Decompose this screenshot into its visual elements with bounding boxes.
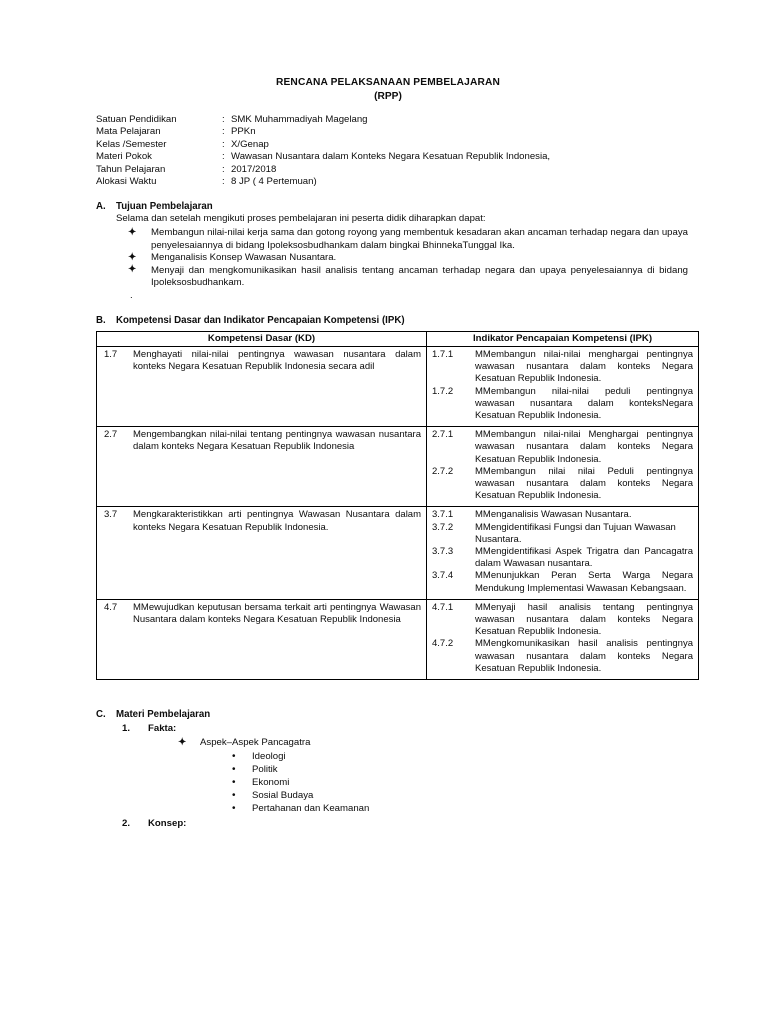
stray-period-mark: . bbox=[130, 290, 133, 301]
metadata-colon: : bbox=[222, 138, 225, 150]
section-materi-pembelajaran bbox=[96, 708, 688, 831]
list-item bbox=[230, 802, 688, 815]
ipk-number: 1.7.2 bbox=[432, 385, 454, 397]
ipk-text: MMenyaji hasil analisis tentang pentingnya wawasan nusantara dalam konteks Negara Kesatuan Republik Indonesia. bbox=[475, 601, 693, 638]
metadata-row bbox=[96, 176, 688, 188]
kd-number: 3.7 bbox=[104, 509, 118, 521]
metadata-colon: : bbox=[222, 163, 225, 175]
column-header-kd: Kompetensi Dasar (KD) bbox=[97, 332, 427, 347]
ipk-number: 4.7.1 bbox=[432, 601, 454, 613]
metadata-value: 2017/2018 bbox=[231, 163, 277, 175]
section-a-heading bbox=[96, 200, 688, 213]
metadata-label: Satuan Pendidikan bbox=[96, 114, 177, 125]
ipk-cell bbox=[427, 507, 699, 599]
ipk-item bbox=[431, 509, 694, 521]
ipk-text: MMembangun nilai-nilai peduli pentingnya wawasan nusantara dalam konteksNegara Kesatuan Republik Indonesia. bbox=[475, 385, 693, 422]
ipk-number: 2.7.2 bbox=[432, 465, 454, 477]
ipk-text: MMenunjukkan Peran Serta Warga Negara Mendukung Implementasi Wawasan Kebangsaan. bbox=[475, 570, 693, 594]
point-label: Ideologi bbox=[252, 750, 286, 762]
ipk-number: 3.7.3 bbox=[432, 546, 454, 558]
list-item bbox=[230, 750, 688, 763]
kd-cell bbox=[97, 427, 427, 507]
kd-number: 1.7 bbox=[104, 349, 118, 360]
section-a-list bbox=[96, 227, 688, 290]
ipk-number: 2.7.1 bbox=[432, 429, 454, 441]
section-tujuan-pembelajaran bbox=[96, 200, 688, 302]
ipk-text: MMembangun nilai nilai Peduli pentingnya wawasan nusantara dalam konteks Negara Kesatuan Republik Indonesia. bbox=[475, 465, 693, 502]
star-bullet-icon: ✦ bbox=[128, 264, 137, 276]
column-header-ipk: Indikator Pencapaian Kompetensi (IPK) bbox=[427, 332, 699, 347]
point-label: Politik bbox=[252, 763, 278, 775]
metadata-label: Mata Pelajaran bbox=[96, 126, 161, 138]
dot-bullet-icon: • bbox=[232, 776, 236, 788]
section-kompetensi-dasar bbox=[96, 314, 693, 680]
dot-bullet-icon: • bbox=[232, 803, 236, 815]
star-bullet-icon: ✦ bbox=[178, 736, 187, 748]
metadata-value: PPKn bbox=[231, 126, 256, 138]
ipk-item bbox=[431, 638, 694, 675]
list-item-label: Membangun nilai-nilai kerja sama dan gotong royong yang membentuk kesadaran akan ancaman terhadap negara dan upaya penyelesaiannya di bidang Ipoleksosbudhankam dalam bingkai BhinnekaTunggal Ika. bbox=[151, 227, 688, 251]
metadata-label: Alokasi Waktu bbox=[96, 176, 157, 188]
section-a-intro: Selama dan setelah mengikuti proses pembelajaran ini peserta didik diharapkan dapat: bbox=[116, 213, 486, 225]
ipk-item bbox=[431, 570, 694, 594]
ipk-number: 3.7.1 bbox=[432, 509, 454, 521]
section-c-heading bbox=[96, 708, 688, 721]
fakta-sublist bbox=[148, 736, 688, 816]
section-b-title: Kompetensi Dasar dan Indikator Pencapaian Kompetensi (IPK) bbox=[116, 315, 405, 326]
document-metadata bbox=[96, 114, 688, 188]
list-item bbox=[128, 265, 688, 290]
ipk-item bbox=[431, 522, 694, 546]
ipk-text: MMengidentifikasi Fungsi dan Tujuan Wawasan Nusantara. bbox=[475, 521, 676, 545]
kd-cell bbox=[97, 347, 427, 427]
kd-text: MMewujudkan keputusan bersama terkait arti pentingnya Wawasan Nusantara dalam konteks Negara Kesatuan Republik Indonesia bbox=[133, 601, 421, 626]
ipk-number: 3.7.2 bbox=[432, 521, 454, 533]
ipk-text: MMembangun nilai-nilai Menghargai pentingnya wawasan nusantara dalam konteks Negara Kesatuan Republik Indonesia. bbox=[475, 429, 693, 465]
section-c-title: Materi Pembelajaran bbox=[116, 709, 211, 721]
table-row bbox=[97, 347, 699, 427]
ipk-item bbox=[431, 466, 694, 503]
dot-bullet-icon: • bbox=[232, 790, 236, 802]
metadata-value: X/Genap bbox=[231, 138, 269, 150]
list-item bbox=[128, 252, 688, 265]
page-subtitle: (RPP) bbox=[374, 90, 402, 102]
point-label: Ekonomi bbox=[252, 776, 290, 788]
list-item-label: Menyaji dan mengkomunikasikan hasil analisis tentang ancaman terhadap negara dan upaya penyelesaiannya di bidang Ipoleksosbudhankam. bbox=[151, 264, 688, 289]
metadata-row bbox=[96, 114, 688, 126]
table-header-row bbox=[97, 332, 699, 347]
metadata-label: Materi Pokok bbox=[96, 151, 152, 163]
ipk-text: MMengidentifikasi Aspek Trigatra dan Pancagatra dalam Wawasan nusantara. bbox=[475, 546, 693, 570]
ipk-number: 4.7.2 bbox=[432, 638, 454, 650]
dot-bullet-icon: • bbox=[232, 750, 236, 762]
list-item bbox=[122, 722, 688, 816]
section-c-letter: C. bbox=[96, 709, 106, 721]
ipk-text: MMenganalisis Wawasan Nusantara. bbox=[475, 509, 632, 521]
list-item bbox=[178, 736, 688, 816]
star-bullet-icon: ✦ bbox=[128, 251, 137, 263]
section-a-letter: A. bbox=[96, 201, 106, 213]
metadata-colon: : bbox=[222, 151, 225, 163]
section-a-title: Tujuan Pembelajaran bbox=[116, 201, 213, 213]
materi-item-number: 2. bbox=[122, 817, 131, 829]
kd-text: Menghayati nilai-nilai pentingnya wawasan nusantara dalam konteks Negara Kesatuan Republik Indonesia secara adil bbox=[133, 349, 421, 373]
metadata-row bbox=[96, 126, 688, 138]
ipk-text: MMembangun nilai-nilai menghargai pentingnya wawasan nusantara dalam konteks Negara Kesatuan Republik Indonesia. bbox=[475, 349, 693, 385]
metadata-value: SMK Muhammadiyah Magelang bbox=[231, 114, 368, 125]
dot-bullet-icon: • bbox=[232, 763, 236, 775]
metadata-colon: : bbox=[222, 176, 225, 188]
kd-ipk-table-wrapper bbox=[96, 331, 693, 680]
list-item bbox=[230, 763, 688, 776]
section-b-letter: B. bbox=[96, 315, 106, 326]
kd-number: 4.7 bbox=[104, 601, 118, 613]
ipk-cell bbox=[427, 347, 699, 427]
metadata-colon: : bbox=[222, 126, 225, 138]
point-label: Pertahanan dan Keamanan bbox=[252, 803, 370, 815]
list-item bbox=[122, 817, 688, 831]
table-row bbox=[97, 507, 699, 599]
point-label: Sosial Budaya bbox=[252, 790, 314, 802]
ipk-item bbox=[431, 546, 694, 570]
list-item bbox=[128, 227, 688, 252]
ipk-number: 1.7.1 bbox=[432, 349, 454, 360]
ipk-item bbox=[431, 602, 694, 639]
pancagatra-points bbox=[200, 750, 688, 816]
list-item bbox=[230, 776, 688, 789]
metadata-label: Kelas /Semester bbox=[96, 138, 167, 150]
table-row bbox=[97, 599, 699, 679]
metadata-value: Wawasan Nusantara dalam Konteks Negara Kesatuan Republik Indonesia, bbox=[231, 151, 551, 163]
metadata-value: 8 JP ( 4 Pertemuan) bbox=[231, 176, 317, 188]
kd-text: Mengkarakteristikkan arti pentingnya Wawasan Nusantara dalam konteks Negara Kesatuan Republik Indonesia. bbox=[133, 509, 421, 533]
metadata-label: Tahun Pelajaran bbox=[96, 163, 166, 175]
materi-item-label: Fakta: bbox=[148, 723, 177, 735]
ipk-cell bbox=[427, 599, 699, 679]
ipk-item bbox=[431, 386, 694, 423]
section-b-heading bbox=[96, 314, 688, 327]
kd-cell bbox=[97, 599, 427, 679]
ipk-cell bbox=[427, 427, 699, 507]
materi-list bbox=[96, 722, 688, 831]
materi-item-label: Konsep: bbox=[148, 817, 187, 829]
kd-number: 2.7 bbox=[104, 429, 118, 441]
metadata-row bbox=[96, 139, 688, 151]
metadata-row bbox=[96, 164, 688, 176]
page-title: RENCANA PELAKSANAAN PEMBELAJARAN bbox=[275, 77, 501, 88]
metadata-row bbox=[96, 151, 688, 163]
table-row bbox=[97, 427, 699, 507]
ipk-item bbox=[431, 349, 694, 386]
star-bullet-icon: ✦ bbox=[128, 226, 137, 238]
ipk-text: MMengkomunikasikan hasil analisis pentingnya wawasan nusantara dalam konteks Negara Kesatuan Republik Indonesia. bbox=[475, 638, 693, 674]
kd-cell bbox=[97, 507, 427, 599]
kd-text: Mengembangkan nilai-nilai tentang pentingnya wawasan nusantara dalam konteks Negara Kesatuan Republik Indonesia bbox=[133, 429, 421, 453]
list-item-label: Menganalisis Konsep Wawasan Nusantara. bbox=[151, 252, 337, 264]
ipk-number: 3.7.4 bbox=[432, 570, 454, 582]
list-item bbox=[230, 789, 688, 802]
ipk-item bbox=[431, 429, 694, 466]
kd-ipk-table bbox=[96, 331, 699, 680]
sublist-label: Aspek–Aspek Pancagatra bbox=[200, 737, 311, 749]
metadata-colon: : bbox=[222, 114, 225, 125]
materi-item-number: 1. bbox=[122, 723, 131, 735]
